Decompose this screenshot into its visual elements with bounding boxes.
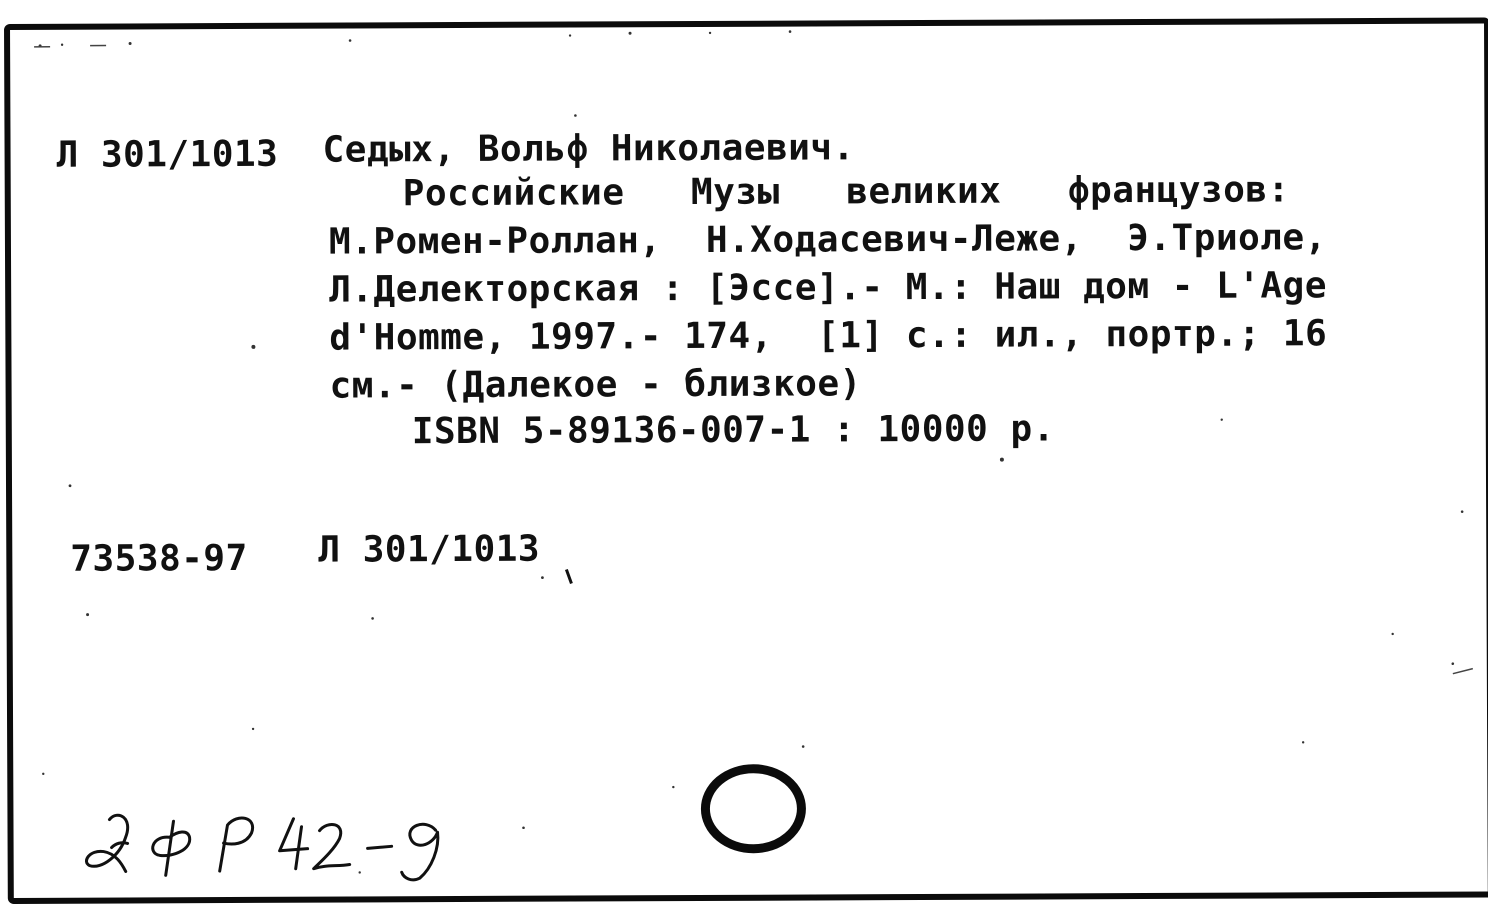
imprint-line-1-text: Л.Делекторская : [Эссе].- М.: Наш дом - L'Age: [329, 265, 1328, 311]
author-heading: [322, 127, 855, 171]
shelf-mark: [56, 133, 279, 176]
shelf-mark-repeat-text: Л 301/1013: [318, 528, 541, 571]
accession-number-text: 73538-97: [70, 537, 248, 580]
accession-number: [70, 537, 248, 580]
shelf-mark-text: Л 301/1013: [56, 133, 279, 176]
shelf-mark-repeat: [318, 528, 541, 571]
author-heading-text: Седых, Вольф Николаевич.: [322, 127, 855, 171]
catalog-card: [4, 18, 1488, 904]
handwritten-note: [81, 808, 481, 890]
imprint-line-1: [329, 265, 1328, 311]
isbn-line: [411, 408, 1055, 453]
title-line-1-text: Российские Музы великих французов:: [402, 169, 1290, 215]
imprint-line-2-text: d'Homme, 1997.- 174, [1] с.: ил., портр.; 16: [329, 313, 1328, 359]
title-line-2: [328, 217, 1327, 263]
imprint-line-2: [329, 313, 1328, 359]
series-line: [329, 363, 862, 407]
circle-stamp-icon: [697, 760, 809, 856]
title-line-1: [402, 169, 1290, 215]
series-line-text: см.- (Далекое - близкое): [329, 363, 862, 407]
isbn-line-text: ISBN 5-89136-007-1 : 10000 р.: [411, 408, 1055, 453]
title-line-2-text: М.Ромен-Роллан, Н.Ходасевич-Леже, Э.Триоле,: [328, 217, 1327, 263]
tick-mark: [564, 568, 574, 588]
